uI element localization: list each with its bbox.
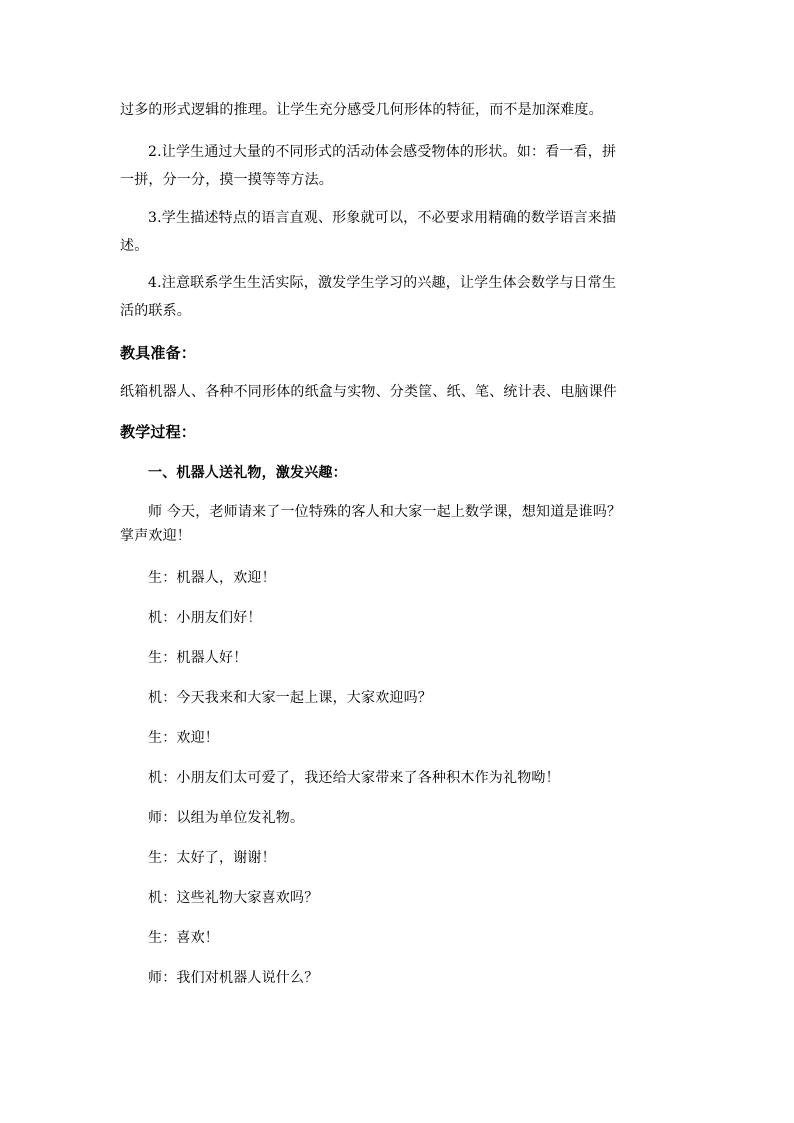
dialogue-line: 师：我们对机器人说什么？ [148,970,319,986]
paragraph-text: 活的联系。 [120,303,191,319]
paragraph-text: 一拼，分一分，摸一摸等等方法。 [120,172,333,188]
tools-list-text: 纸箱机器人、各种不同形体的纸盒与实物、分类筐、纸、笔、统计表、电脑课件 [120,384,617,400]
paragraph-text: 4.注意联系学生生活实际，激发学生学习的兴趣，让学生体会数学与日常生 [148,275,617,291]
dialogue-line: 生：太好了，谢谢！ [148,850,276,866]
dialogue-line: 机：今天我来和大家一起上课，大家欢迎吗？ [148,690,432,706]
paragraph-text: 3.学生描述特点的语言直观、形象就可以，不必要求用精确的数学语言来描 [148,210,617,226]
dialogue-line: 生：欢迎！ [148,730,219,746]
dialogue-line: 师：以组为单位发礼物。 [148,810,305,826]
dialogue-line: 机：小朋友们太可爱了，我还给大家带来了各种积木作为礼物呦！ [148,770,560,786]
dialogue-line: 机：小朋友们好！ [148,610,262,626]
intro-text: 掌声欢迎！ [120,528,191,544]
dialogue-line: 生：机器人好！ [148,650,248,666]
paragraph-text: 过多的形式逻辑的推理。让学生充分感受几何形体的特征，而不是加深难度。 [120,102,603,118]
subsection-heading: 一、机器人送礼物，激发兴趣： [148,465,347,481]
section-heading-tools: 教具准备： [120,344,197,362]
dialogue-line: 生：机器人，欢迎！ [148,570,276,586]
paragraph-text: 2.让学生通过大量的不同形式的活动体会感受物体的形状。如：看一看，拼 [148,144,617,160]
dialogue-line: 机：这些礼物大家喜欢吗？ [148,890,319,906]
intro-text: 师 今天，老师请来了一位特殊的客人和大家一起上数学课，想知道是谁吗？ [148,504,622,520]
section-heading-process: 教学过程： [120,423,197,441]
dialogue-line: 生：喜欢！ [148,930,219,946]
paragraph-text: 述。 [120,238,149,254]
